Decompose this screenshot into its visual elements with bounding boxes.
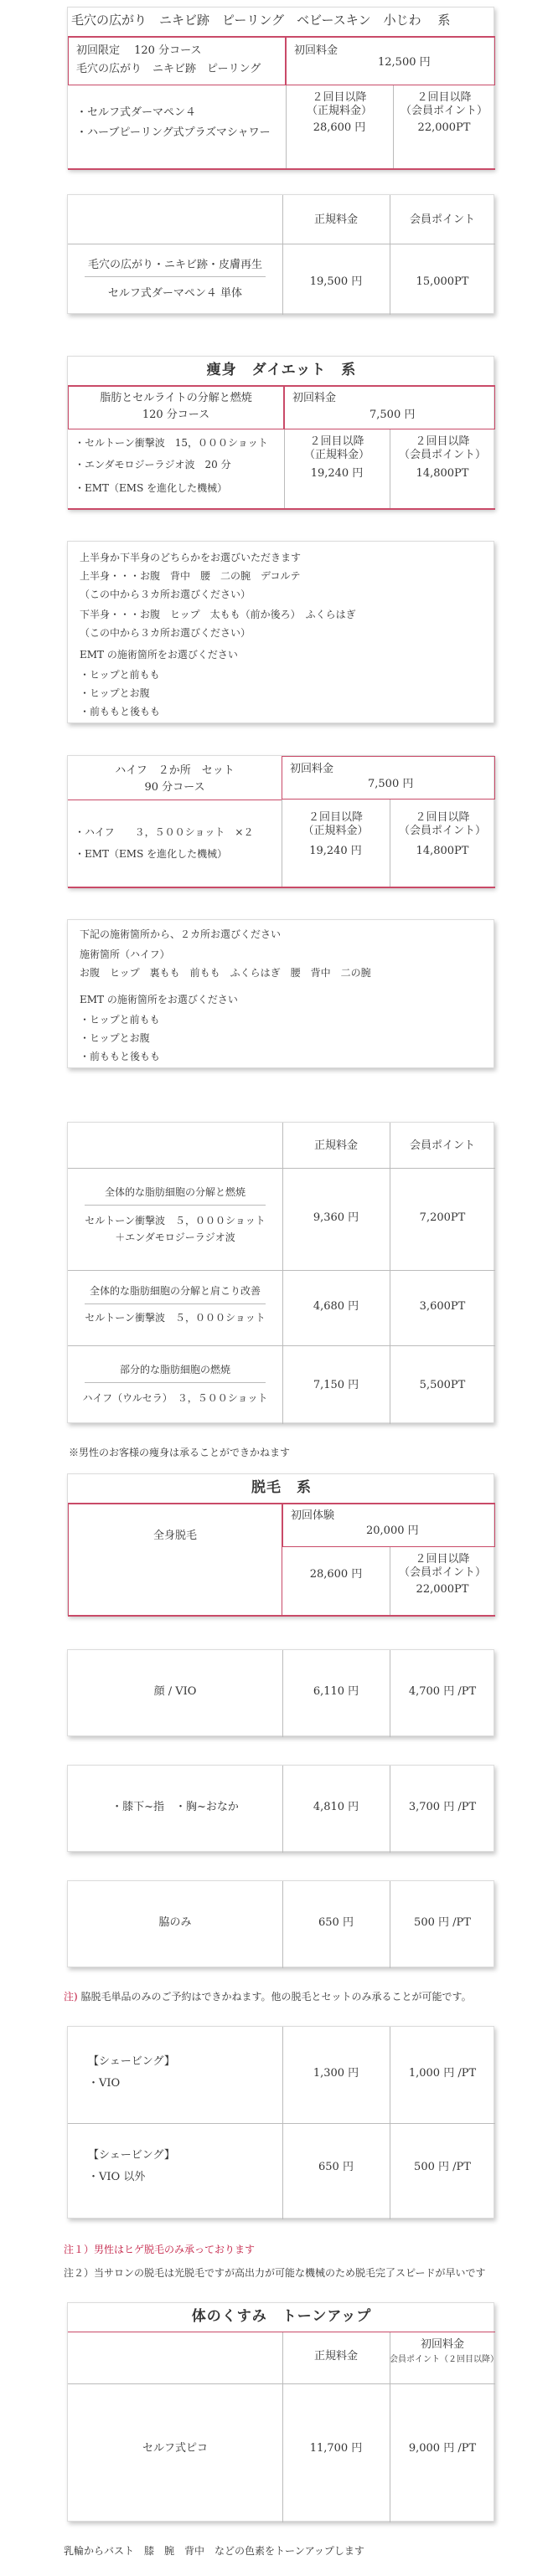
- fat-row1-price: 9,360 円: [313, 1211, 359, 1224]
- tone-price: 11,700 円: [309, 2442, 363, 2455]
- fat-row1-label2: セルトーン衝撃波 ５，０００ショット: [85, 1215, 266, 1226]
- divider: [68, 1345, 495, 1346]
- pores-course-line2: 毛穴の広がり ニキビ跡 ピーリング: [76, 63, 261, 75]
- slim-title: 痩身 ダイエット 系: [206, 362, 357, 378]
- divider: [68, 508, 495, 510]
- hair-part-price: 6,110 円: [313, 1685, 359, 1698]
- fat-row2-point: 3,600PT: [419, 1300, 466, 1313]
- slim-first-label: 初回料金: [292, 392, 337, 404]
- divider: [68, 887, 495, 888]
- slim-choice-line3: （この中から３カ所お選びください）: [80, 589, 251, 600]
- dermapen-label2: セルフ式ダーマペン４ 単体: [107, 287, 243, 300]
- hair-first-label: 初回体験: [291, 1509, 335, 1522]
- fat-row2-price: 4,680 円: [313, 1300, 359, 1313]
- fat-row3-price: 7,150 円: [313, 1379, 359, 1391]
- tone-head-regular: 正規料金: [313, 2350, 358, 2363]
- fat-card: [67, 1122, 494, 1423]
- hifu-col2-head1: ２回目以降: [308, 811, 363, 824]
- divider: [85, 1303, 266, 1304]
- fat-head-point: 会員ポイント: [409, 1139, 475, 1152]
- fat-row2-label2: セルトーン衝撃波 ５，０００ショット: [85, 1312, 266, 1324]
- shaving-card: [67, 2026, 494, 2219]
- hair-part-label: 脇のみ: [158, 1916, 192, 1929]
- slim-item2: ・エンダモロジーラジオ波 20 分: [75, 459, 231, 470]
- shaving-label2: ・VIO 以外: [88, 2171, 146, 2183]
- slim-choice-line1: 上半身か下半身のどちらかをお選びいただきます: [80, 552, 302, 563]
- hifu-col3-price: 14,800PT: [416, 845, 469, 857]
- slim-item1: ・セルトーン衝撃波 15，０００ショット: [75, 437, 268, 449]
- slim-choice-line4: 下半身・・・お腹 ヒップ 太もも（前か後ろ） ふくらはぎ: [80, 609, 356, 620]
- hair-part-point: 3,700 円 /PT: [408, 1801, 477, 1813]
- shaving-point: 500 円 /PT: [414, 2161, 471, 2173]
- hair-part-label: ・膝下~指 ・胸~おなか: [111, 1801, 239, 1813]
- pores-col3-price: 22,000PT: [417, 121, 471, 134]
- hair-first-price: 20,000 円: [366, 1525, 419, 1537]
- pores-col2-price: 28,600 円: [313, 121, 366, 134]
- slim-choice-card: [67, 541, 494, 723]
- dermapen-head-regular: 正規料金: [313, 213, 358, 226]
- hifu-col2-head2: （正規料金）: [302, 825, 369, 837]
- pores-course-line1: 初回限定 120 分コース: [76, 44, 202, 57]
- slim-card: [67, 356, 494, 509]
- slim-choice-line5: （この中から３カ所お選びください）: [80, 627, 251, 639]
- shaving-price: 650 円: [318, 2161, 354, 2173]
- hifu-choice-line2: 施術箇所（ハイフ）: [80, 949, 170, 960]
- slim-first-price: 7,500 円: [370, 409, 416, 421]
- pores-first-price: 12,500 円: [378, 56, 431, 69]
- hair-part-card: [67, 1880, 494, 1967]
- shaving-label1: 【シェービング】: [88, 2055, 175, 2068]
- fat-row1-label3: ＋エンダモロジーラジオ波: [115, 1231, 235, 1243]
- fat-row2-label1: 全体的な脂肪細胞の分解と肩こり改善: [89, 1285, 261, 1297]
- fat-row3-label2: ハイフ（ウルセラ） ３，５００ショット: [82, 1392, 268, 1404]
- divider: [68, 1168, 495, 1169]
- tone-title: 体のくすみ トーンアップ: [191, 2308, 372, 2325]
- tone-label: セルフ式ピコ: [142, 2442, 208, 2455]
- slim-col2-price: 19,240 円: [310, 467, 364, 480]
- shaving-point: 1,000 円 /PT: [408, 2067, 477, 2080]
- hair-card: [67, 1473, 494, 1616]
- pores-col2-head1: ２回目以降: [312, 91, 367, 104]
- divider: [85, 276, 266, 277]
- dermapen-card: [67, 194, 494, 314]
- shaving-price: 1,300 円: [313, 2067, 359, 2080]
- pores-card: [67, 7, 494, 169]
- slim-choice-line9: ・前ももと後もも: [80, 706, 161, 717]
- hair-col3-head2: （会員ポイント）: [398, 1566, 486, 1579]
- hifu-choice-line4: EMT の施術箇所をお選びください: [80, 994, 238, 1005]
- hair-col2-price: 28,600 円: [309, 1568, 363, 1581]
- hifu-choice-line6: ・ヒップとお腹: [80, 1032, 150, 1044]
- note-2: 注２）当サロンの脱毛は光脱毛ですが高出力が可能な機械のため脱毛完了スピードが早いです: [64, 2267, 486, 2279]
- dermapen-head-point: 会員ポイント: [409, 213, 475, 226]
- fat-row1-point: 7,200PT: [419, 1211, 466, 1224]
- pores-item1: ・セルフ式ダーマペン４: [76, 106, 197, 119]
- hair-label-box: [68, 1504, 282, 1617]
- pores-col2-head2: （正規料金）: [306, 105, 372, 117]
- pores-col3-head2: （会員ポイント）: [400, 105, 488, 117]
- pores-col3-head1: ２回目以降: [416, 91, 472, 104]
- hifu-first-label: 初回料金: [290, 763, 334, 775]
- tone-point: 9,000 円 /PT: [408, 2442, 477, 2455]
- hifu-title: ハイフ ２か所 セット: [115, 764, 235, 777]
- hifu-choice-line5: ・ヒップと前もも: [80, 1014, 160, 1026]
- hifu-col3-head2: （会員ポイント）: [398, 825, 486, 837]
- note-tone: 乳輪からバスト 膝 腕 背中 などの色素をトーンアップします: [64, 2545, 364, 2557]
- hair-label: 全身脱毛: [152, 1530, 197, 1542]
- hifu-choice-card: [67, 919, 494, 1068]
- hair-part-card: [67, 1649, 494, 1736]
- slim-col2-head1: ２回目以降: [309, 435, 364, 448]
- note-waki-prefix: 注): [64, 1991, 78, 2003]
- divider: [68, 1270, 495, 1271]
- slim-choice-line7: ・ヒップと前もも: [80, 669, 160, 681]
- shaving-label1: 【シェービング】: [88, 2149, 175, 2162]
- hair-col3-head1: ２回目以降: [415, 1553, 470, 1566]
- dermapen-point: 15,000PT: [416, 275, 469, 288]
- hair-part-price: 650 円: [318, 1916, 354, 1929]
- pores-first-label: 初回料金: [294, 44, 339, 57]
- hifu-choice-line3: お腹 ヒップ 裏もも 前もも ふくらはぎ 腰 背中 二の腕: [80, 967, 371, 979]
- hifu-first-price: 7,500 円: [368, 778, 414, 790]
- note-1: 注１）男性はヒゲ脱毛のみ承っております: [64, 2244, 256, 2255]
- divider: [85, 1382, 266, 1383]
- tone-head-point: 会員ポイント（２回目以降）: [390, 2355, 499, 2364]
- hair-part-card: [67, 1765, 494, 1852]
- hifu-subtitle: 90 分コース: [144, 781, 205, 794]
- slim-choice-line2: 上半身・・・お腹 背中 腰 二の腕 デコルテ: [80, 570, 301, 582]
- shaving-label2: ・VIO: [88, 2077, 121, 2090]
- fat-row3-label1: 部分的な脂肪細胞の燃焼: [119, 1364, 230, 1375]
- dermapen-label1: 毛穴の広がり・ニキビ跡・皮膚再生: [87, 259, 262, 271]
- slim-col3-price: 14,800PT: [416, 467, 469, 480]
- slim-col2-head2: （正規料金）: [303, 449, 370, 461]
- slim-col3-head2: （会員ポイント）: [398, 449, 486, 461]
- slim-desc2: 120 分コース: [142, 409, 210, 421]
- note-waki-text: 脇脱毛単品のみのご予約はできかねます。他の脱毛とセットのみ承ることが可能です。: [80, 1991, 472, 2003]
- divider: [68, 168, 495, 170]
- tone-card: [67, 2302, 499, 2522]
- hifu-item2: ・EMT（EMS を進化した機械）: [75, 848, 228, 860]
- hair-part-label: 顔 / VIO: [153, 1685, 197, 1698]
- hair-part-point: 500 円 /PT: [414, 1916, 471, 1929]
- dermapen-price: 19,500 円: [309, 275, 363, 288]
- hifu-card: [67, 755, 494, 887]
- slim-desc1: 脂肪とセルライトの分解と燃焼: [100, 392, 252, 404]
- hifu-col3-head1: ２回目以降: [415, 811, 470, 824]
- slim-choice-line8: ・ヒップとお腹: [80, 687, 150, 699]
- pores-item2: ・ハーブピーリング式プラズマシャワー: [76, 126, 271, 139]
- fat-head-regular: 正規料金: [313, 1139, 358, 1152]
- fat-row3-point: 5,500PT: [419, 1379, 466, 1391]
- pores-title: 毛穴の広がり ニキビ跡 ピーリング ベビースキン 小じわ 系: [71, 13, 451, 28]
- note-men: ※男性のお客様の痩身は承ることができかねます: [69, 1447, 291, 1458]
- divider: [68, 1615, 495, 1617]
- hifu-choice-line1: 下記の施術箇所から、２カ所お選びください: [80, 928, 282, 940]
- slim-col3-head1: ２回目以降: [415, 435, 470, 448]
- divider: [68, 2123, 495, 2124]
- hair-title: 脱毛 系: [251, 1479, 312, 1496]
- hair-part-price: 4,810 円: [313, 1801, 359, 1813]
- hair-col3-price: 22,000PT: [416, 1583, 469, 1596]
- tone-head-first: 初回料金: [420, 2338, 464, 2351]
- divider: [85, 1205, 266, 1206]
- hifu-choice-line7: ・前ももと後もも: [80, 1051, 161, 1062]
- hifu-col2-price: 19,240 円: [309, 845, 362, 857]
- divider: [68, 2383, 495, 2384]
- fat-row1-label1: 全体的な脂肪細胞の分解と燃焼: [104, 1186, 245, 1198]
- hifu-item1: ・ハイフ ３，５００ショット ×２: [75, 826, 254, 838]
- slim-item3: ・EMT（EMS を進化した機械）: [75, 482, 228, 494]
- slim-choice-line6: EMT の施術箇所をお選びください: [80, 649, 238, 661]
- hair-part-point: 4,700 円 /PT: [408, 1685, 477, 1698]
- note-waki: [64, 1991, 472, 2003]
